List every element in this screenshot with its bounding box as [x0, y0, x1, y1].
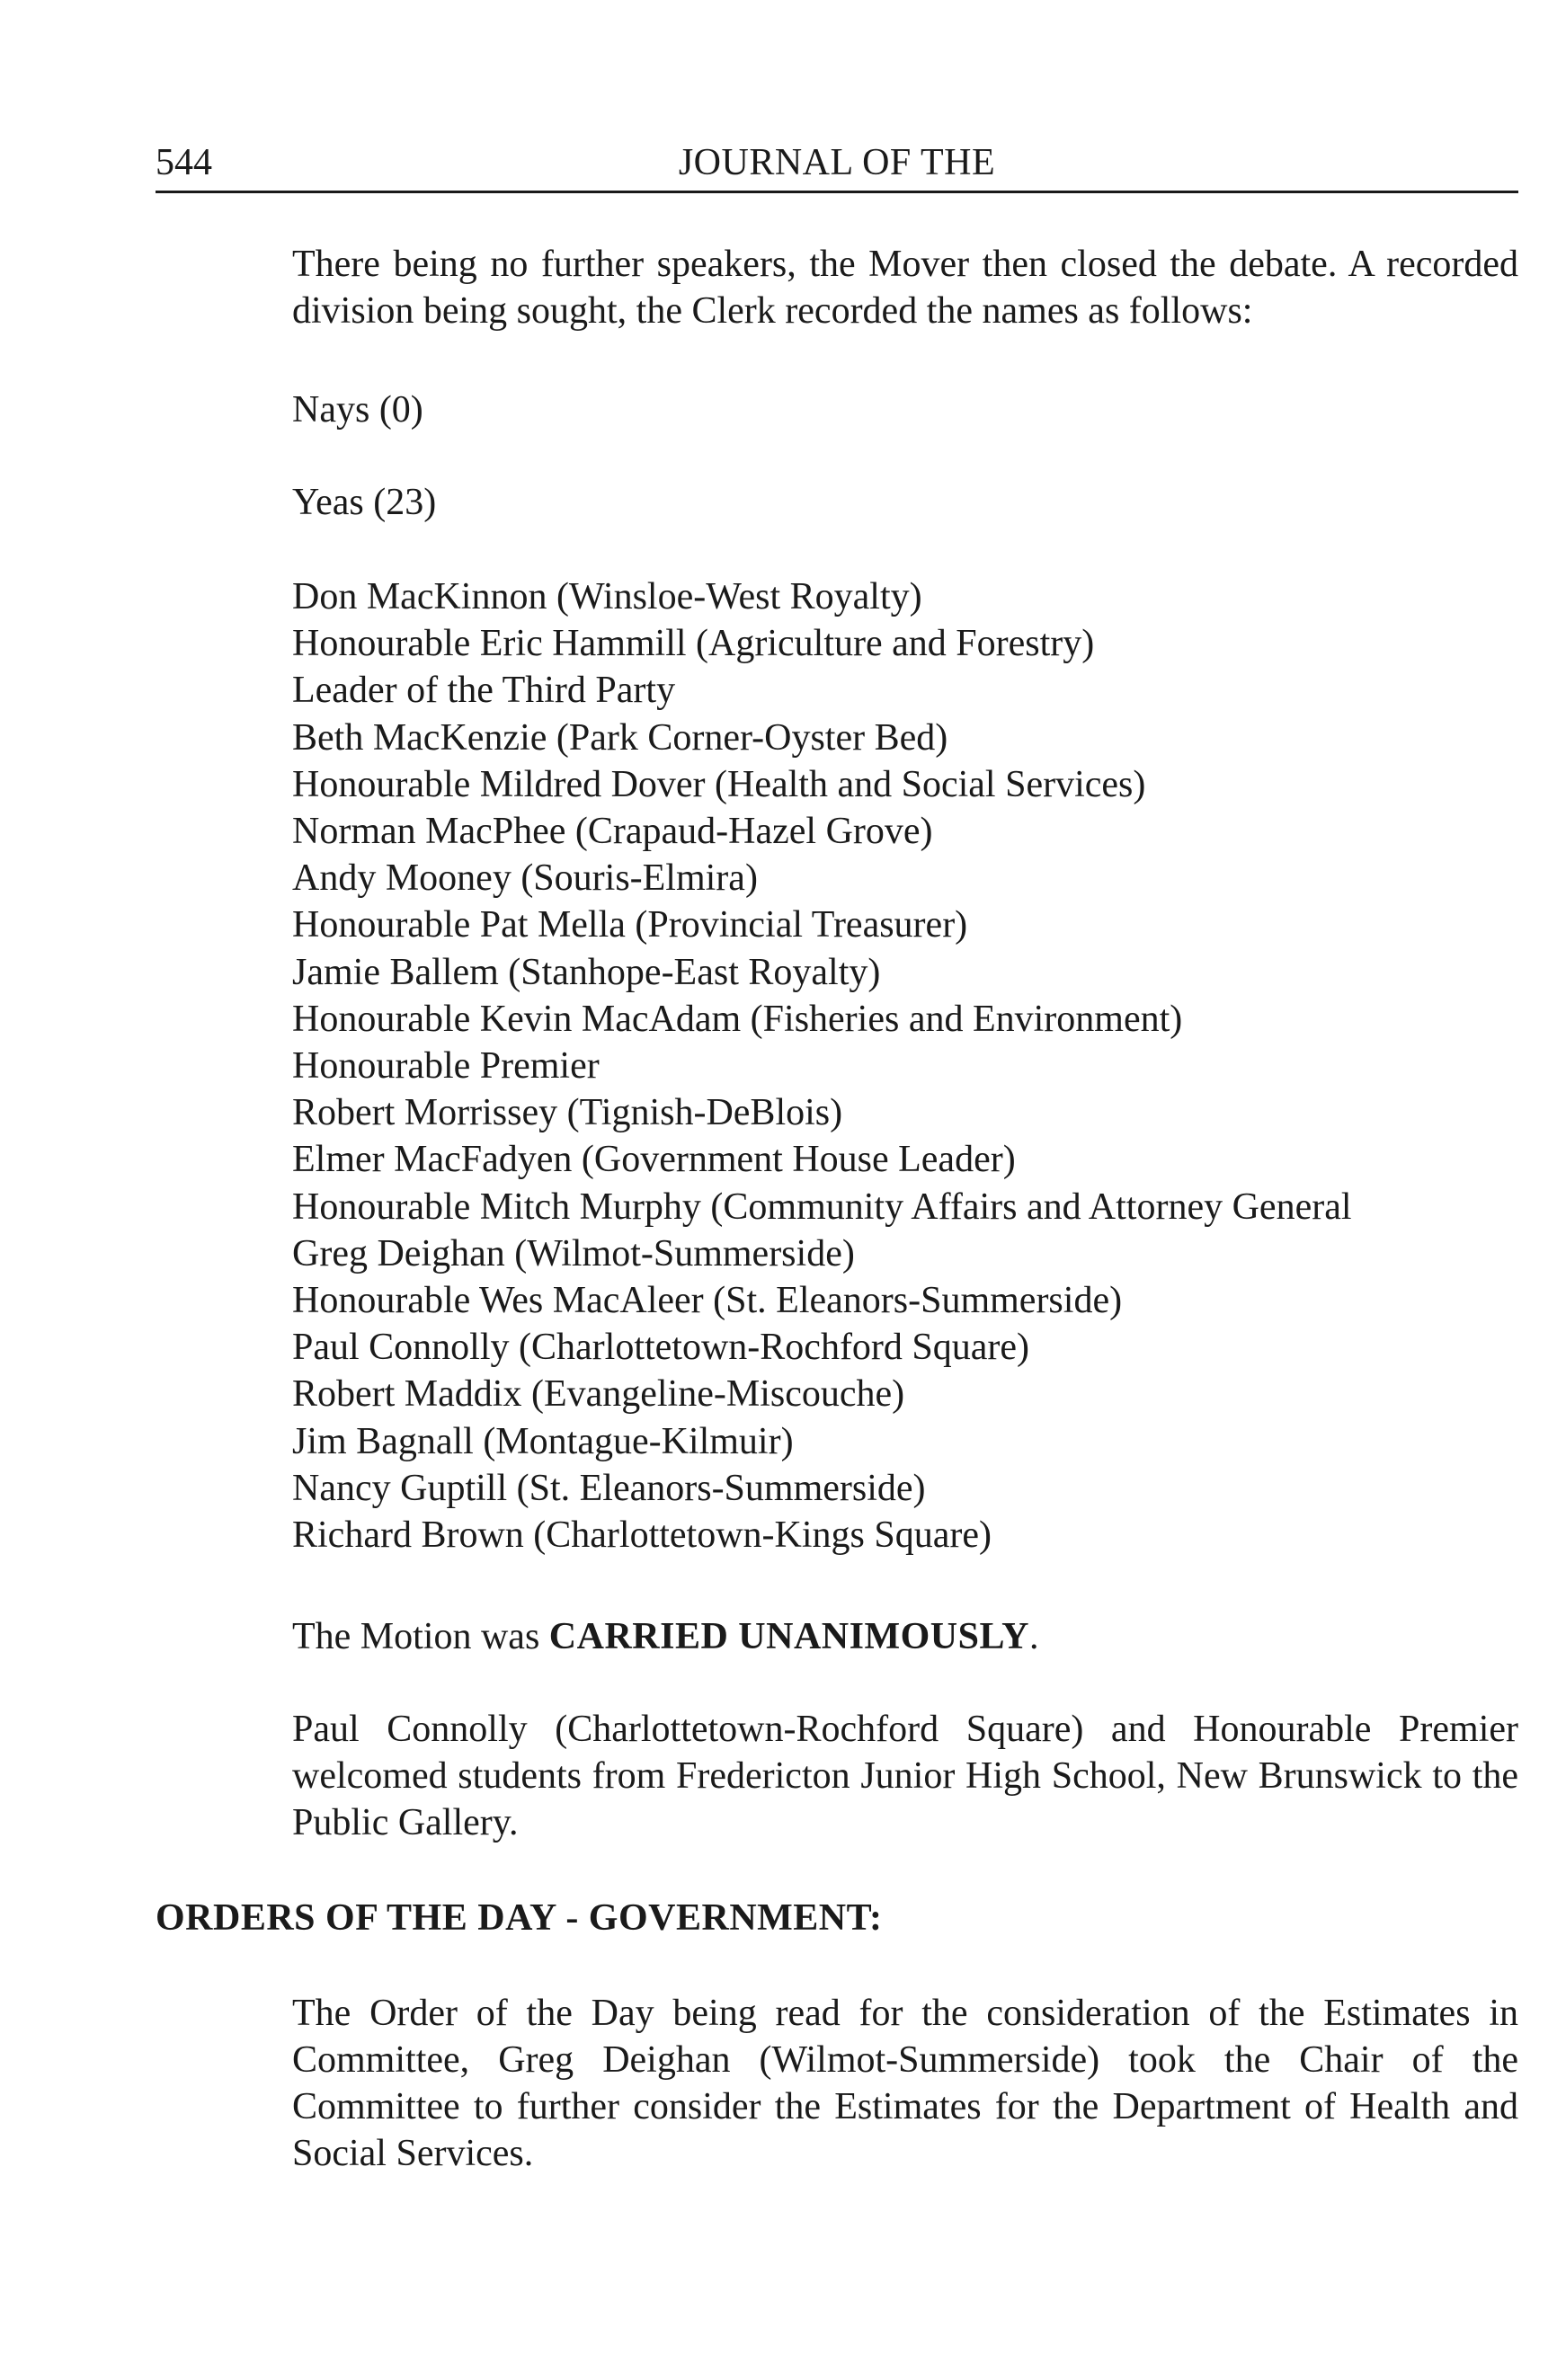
yeas-count: Yeas (23) [292, 482, 437, 523]
orders-paragraph: The Order of the Day being read for the consideration of the Estimates in Committee, Greg Deighan (Wilmot-Summerside) took the Chair of the Committee to further consider the Estimates for the Department of Health and Social Services. [292, 1993, 1518, 2174]
member-entry: Nancy Guptill (St. Eleanors-Summerside) [292, 1467, 926, 1509]
member-entry: Beth MacKenzie (Park Corner-Oyster Bed) [292, 716, 948, 759]
nays-count: Nays (0) [292, 389, 423, 431]
page-header [156, 135, 1518, 193]
member-entry: Robert Maddix (Evangeline-Miscouche) [292, 1373, 905, 1416]
member-entry: Honourable Wes MacAleer (St. Eleanors-Summerside) [292, 1280, 1123, 1322]
page-number: 544 [156, 142, 212, 183]
member-entry: Andy Mooney (Souris-Elmira) [292, 857, 758, 900]
section-heading: ORDERS OF THE DAY - GOVERNMENT: [156, 1897, 883, 1939]
member-entry: Elmer MacFadyen (Government House Leader) [292, 1139, 1016, 1181]
member-entry: Jamie Ballem (Stanhope-East Royalty) [292, 951, 881, 993]
motion-result-emphasis: CARRIED UNANIMOUSLY [548, 1616, 1029, 1657]
running-title: JOURNAL OF THE [678, 142, 996, 183]
welcome-paragraph: Paul Connolly (Charlottetown-Rochford Square) and Honourable Premier welcomed students from Fredericton Junior High School, New Brunswick to the Public Gallery. [292, 1709, 1518, 1843]
member-entry: Honourable Kevin MacAdam (Fisheries and Environment) [292, 998, 1183, 1040]
member-entry: Honourable Mitch Murphy (Community Affairs and Attorney General [292, 1186, 1352, 1228]
member-entry: Don MacKinnon (Winsloe-West Royalty) [292, 576, 922, 617]
member-entry: Paul Connolly (Charlottetown-Rochford Square) [292, 1327, 1030, 1369]
motion-suffix: . [1028, 1616, 1039, 1657]
member-entry: Richard Brown (Charlottetown-Kings Square) [292, 1514, 992, 1557]
motion-result [292, 1613, 1518, 1660]
member-entry: Honourable Premier [292, 1045, 600, 1088]
member-entry: Norman MacPhee (Crapaud-Hazel Grove) [292, 811, 933, 853]
member-entry: Honourable Eric Hammill (Agriculture and Forestry) [292, 623, 1095, 665]
member-entry: Honourable Pat Mella (Provincial Treasurer) [292, 904, 968, 946]
member-entry: Greg Deighan (Wilmot-Summerside) [292, 1232, 855, 1274]
motion-prefix: The Motion was [292, 1616, 549, 1657]
member-entry: Jim Bagnall (Montague-Kilmuir) [292, 1420, 794, 1462]
member-entry: Robert Morrissey (Tignish-DeBlois) [292, 1092, 843, 1134]
debate-closing-paragraph: There being no further speakers, the Mover then closed the debate. A recorded division being sought, the Clerk recorded the names as follows: [292, 244, 1518, 332]
member-entry: Leader of the Third Party [292, 670, 676, 712]
member-entry: Honourable Mildred Dover (Health and Social Services) [292, 763, 1146, 805]
yeas-member-list [292, 573, 1518, 1559]
